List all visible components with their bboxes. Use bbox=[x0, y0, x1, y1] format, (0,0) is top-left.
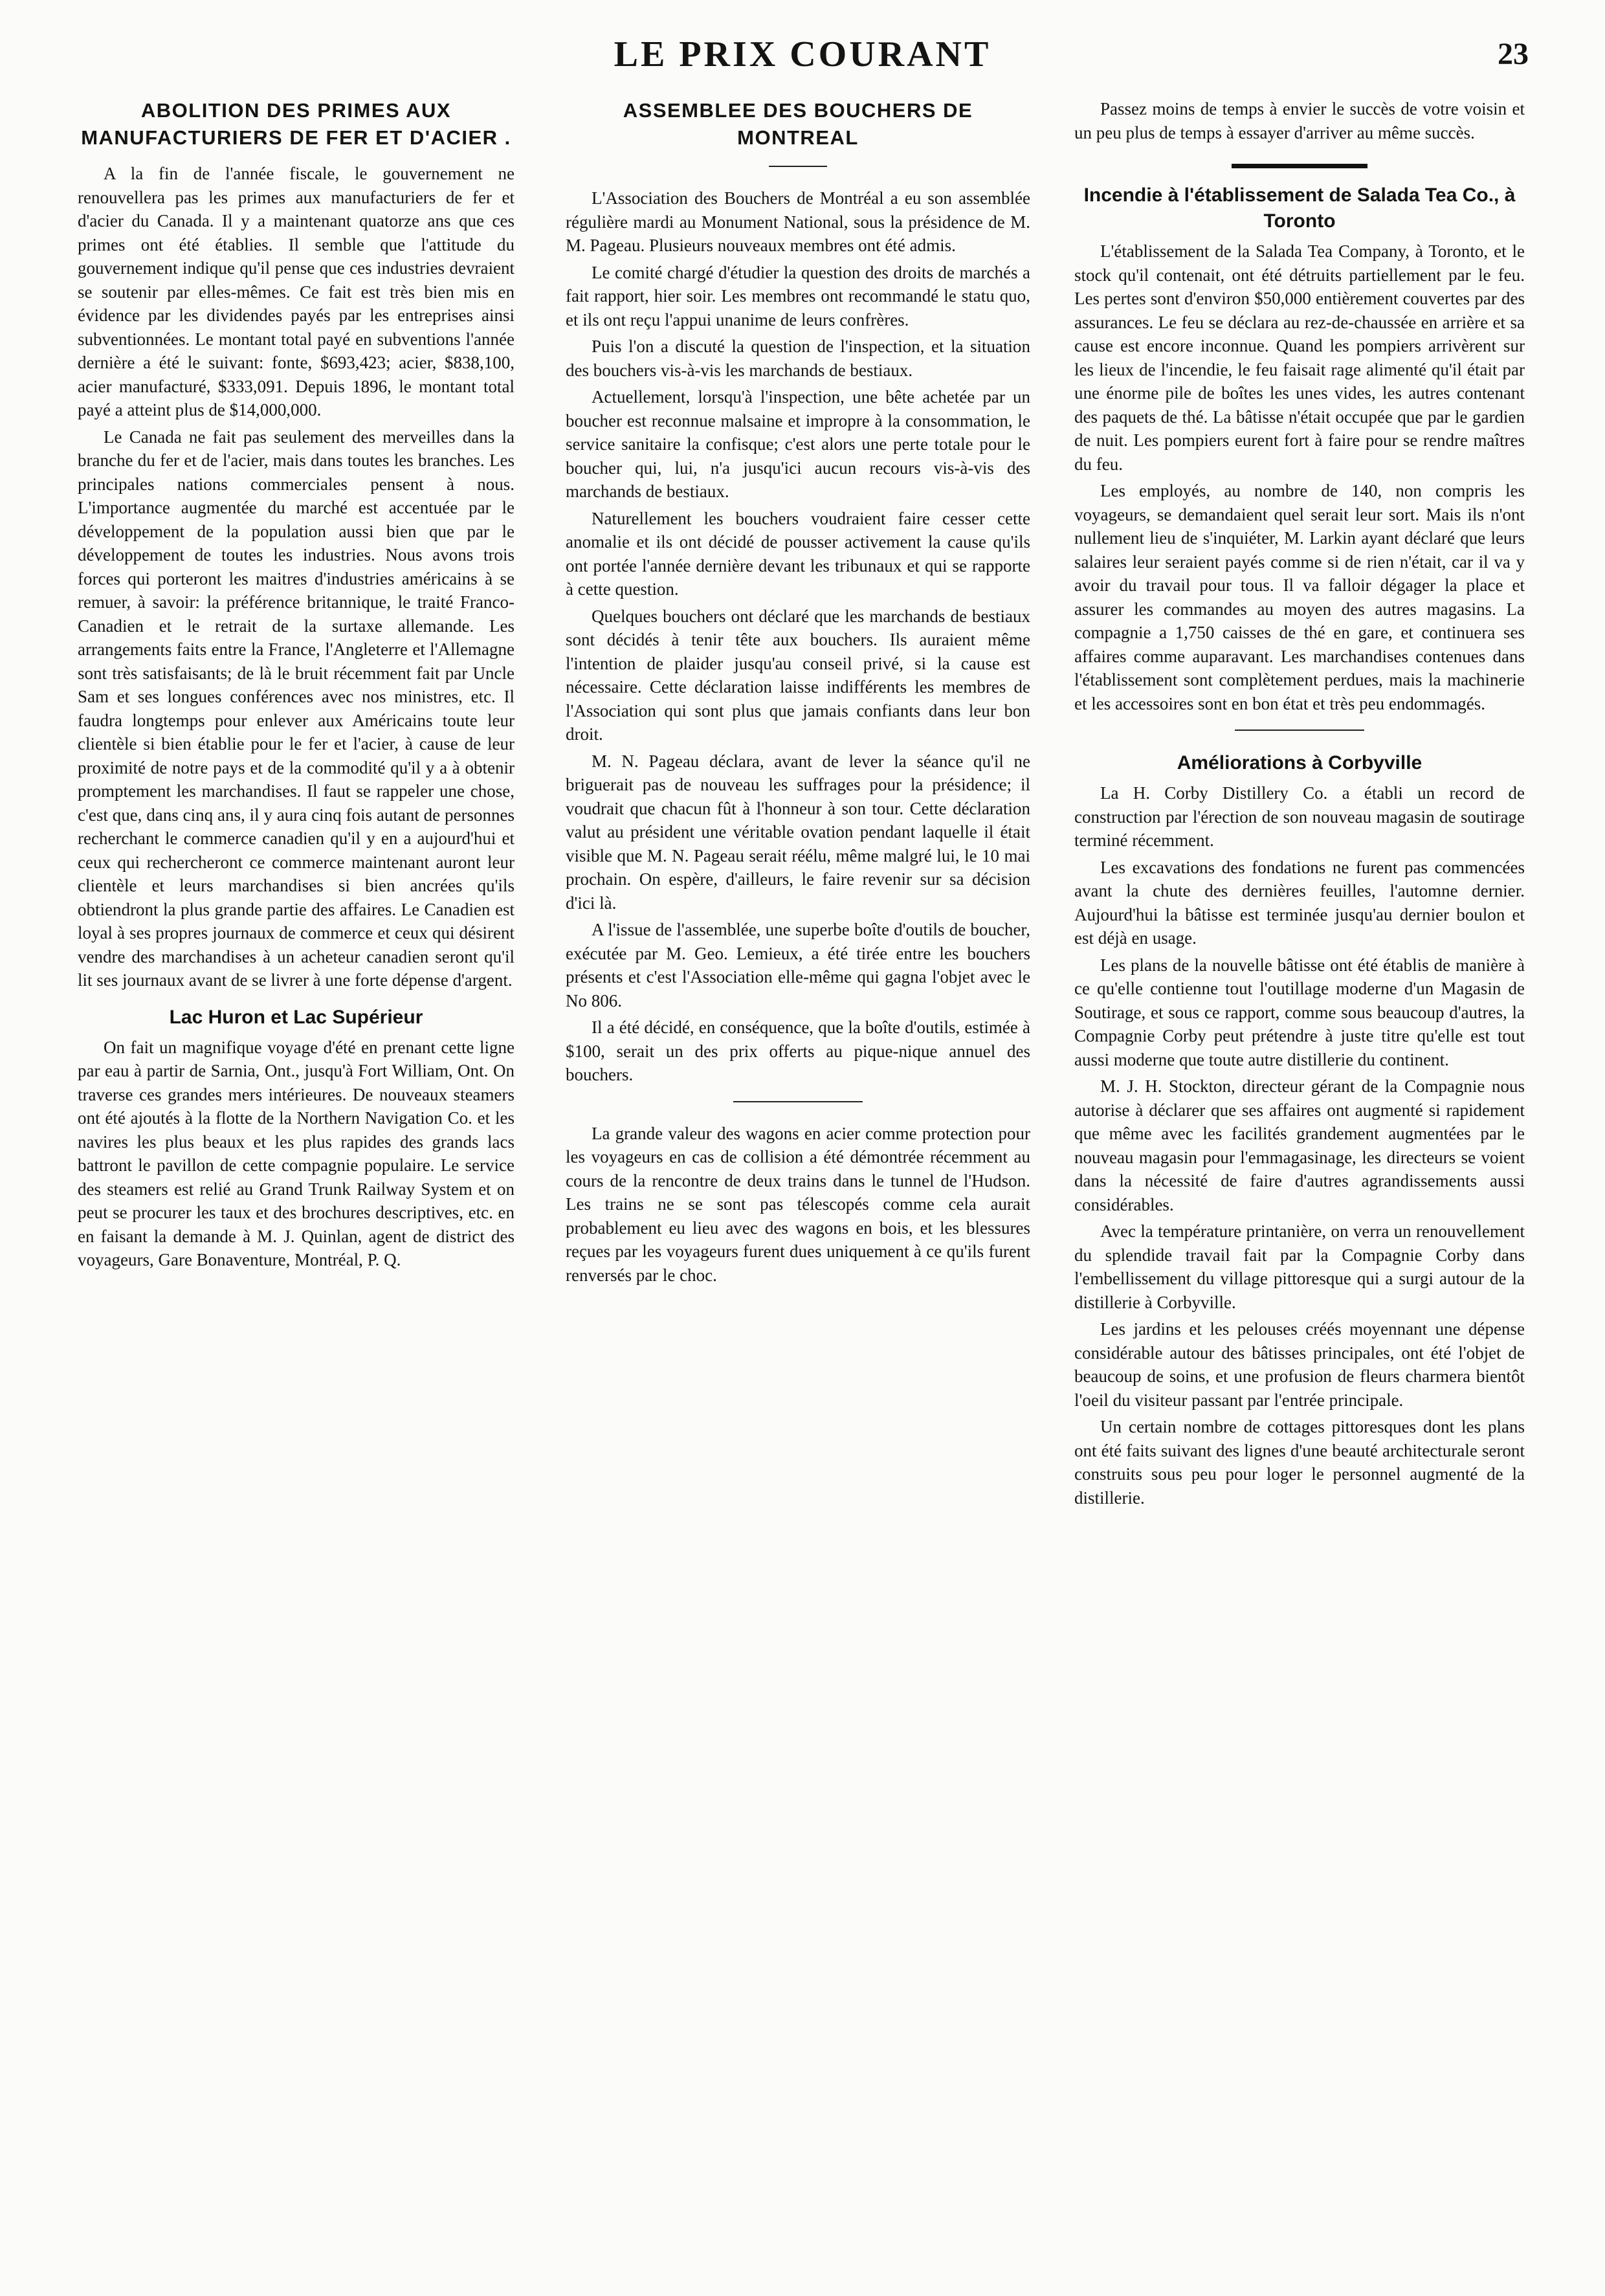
article-paragraph: L'établissement de la Salada Tea Company, à Toronto, et le stock qu'il contenait, ont été détruits partiellement par le feu. Les pertes sont d'environ $50,000 entièrement couvertes par des assurances. Le feu se déclara au rez-de-chaussée en arrière et sa cause est encore inconnue. Quand les pompiers arrivèrent sur les lieux de l'incendie, le feu faisait rage alimenté qu'il était par une énorme pile de boîtes les unes vides, les autres contenant des paquets de thé. La bâtisse n'était occupée que par le gardien de nuit. Les pompiers eurent fort à faire pour se rendre maîtres du feu. bbox=[1074, 241, 1525, 474]
section-divider bbox=[1235, 730, 1364, 731]
article-paragraph: M. N. Pageau déclara, avant de lever la séance qu'il ne briguerait pas de nouveau les suffrages pour la présidence; il voudrait que chacun fût à l'honneur à son tour. Cette déclaration valut au président une véritable ovation pendant laquelle il était visible que M. N. Pageau serait réélu, même malgré lui, le 10 mai prochain. On espère, d'ailleurs, le faire revenir sur sa décision d'ici là. bbox=[566, 751, 1030, 913]
article-paragraph: L'Association des Bouchers de Montréal a eu son assemblée régulière mardi au Monument National, sous la présidence de M. M. Pageau. Plusieurs nouveaux membres ont été admis. bbox=[566, 188, 1030, 255]
article-paragraph: Passez moins de temps à envier le succès de votre voisin et un peu plus de temps à essayer d'arriver au même succès. bbox=[1074, 99, 1525, 142]
article-paragraph: Les jardins et les pelouses créés moyennant une dépense considérable autour des bâtisses principales, ont été l'objet de beaucoup de soins, et une profusion de fleurs charmera bientôt l'oeil du visiteur passant par l'entrée principale. bbox=[1074, 1319, 1525, 1410]
article-paragraph: Les plans de la nouvelle bâtisse ont été établis de manière à ce qu'elle contienne tout l'outillage moderne d'un Magasin de Soutirage, et sous ce rapport, comme sous beaucoup d'autres, la Compagnie Corby peut prétendre à juste titre qu'elle est tout aussi moderne que toute autre distillerie du continent. bbox=[1074, 955, 1525, 1069]
article-heading: Améliorations à Corbyville bbox=[1177, 752, 1422, 774]
article-paragraph: Quelques bouchers ont déclaré que les marchands de bestiaux sont décidés à tenir tête aux bouchers. Ils auraient même l'intention de plaider jusqu'au conseil privé, si la cause est nécessaire. Cette déclaration laisse indifférents les membres de l'Association qui sont plus que jamais confiants dans leur bon droit. bbox=[566, 606, 1030, 744]
page-title: LE PRIX COURANT bbox=[614, 34, 991, 74]
article-heading: Lac Huron et Lac Supérieur bbox=[169, 1006, 423, 1028]
section-divider bbox=[733, 1101, 863, 1102]
page-number: 23 bbox=[1498, 37, 1529, 71]
article-paragraph: Il a été décidé, en conséquence, que la boîte d'outils, estimée à $100, serait un des prix offerts au pique-nique annuel des bouchers. bbox=[566, 1018, 1030, 1084]
article-paragraph: Les employés, au nombre de 140, non compris les voyageurs, se demandaient quel serait leur sort. Mais ils n'ont nullement lieu de s'inquiéter, M. Larkin ayant déclaré que leurs salaires leur seraient payés comme si de rien n'était, car il va y avoir du travail pour tous. Il va falloir dégager la place et assurer les commandes au moyen des autres magasins. La compagnie a 1,750 caisses de thé en gare, et continuera ses affaires comme auparavant. Les marchandises contenues dans l'établissement sont complètement perdues, mais la machinerie et les accessoires sont en bon état et très peu endommagés. bbox=[1074, 481, 1525, 713]
article-paragraph: On fait un magnifique voyage d'été en prenant cette ligne par eau à partir de Sarnia, Ont., jusqu'à Fort William, Ont. On traverse ces grandes mers intérieures. De nouveaux steamers ont été ajoutés à la flotte de la Northern Navigation Co. et les navires les plus beaux et les plus rapides des grands lacs battront le pavillon de cette compagnie populaire. Le service des steamers est relié au Grand Trunk Railway System et on peut se procurer les taux et des brochures descriptives, etc. en en faisant la demande à M. J. Quinlan, agent de district des voyageurs, Gare Bonaventure, Montréal, P. Q. bbox=[78, 1037, 515, 1269]
article-paragraph: A la fin de l'année fiscale, le gouvernement ne renouvellera pas les primes aux manufacturiers de fer et d'acier du Canada. Il y a maintenant quatorze ans que ces primes ont été établies. Il semble que l'attitude du gouvernement indique qu'il pense que ces industries devraient se soutenir par elles-mêmes. Ce fait est très bien mis en évidence par les dividendes payés par les entreprises ainsi subventionnées. Le montant total payé en subventions l'année dernière a été le suivant: fonte, $693,423; acier, $838,100, acier manufacturé, $333,091. Depuis 1896, le montant total payé a atteint plus de $14,000,000. bbox=[78, 164, 515, 419]
article-paragraph: La grande valeur des wagons en acier comme protection pour les voyageurs en cas de collision a été démontrée récemment au cours de la rencontre de deux trains dans le tunnel de l'Hudson. Les trains ne se sont pas télescopés comme cela aurait probablement eu lieu avec des wagons en bois, et les blessures reçues par les voyageurs furent dues uniquement à ce qu'ils furent renversés par le choc. bbox=[566, 1123, 1030, 1285]
section-divider bbox=[1232, 164, 1367, 168]
article-heading: ABOLITION DES PRIMES AUX MANUFACTURIERS DE FER ET D'ACIER . bbox=[81, 99, 511, 149]
article-heading: Incendie à l'établissement de Salada Tea Co., à Toronto bbox=[1083, 184, 1516, 232]
masthead bbox=[0, 34, 1605, 92]
article-paragraph: Naturellement les bouchers voudraient faire cesser cette anomalie et ils ont décidé de pousser activement la cause qu'ils ont portée l'année dernière devant les tribunaux et qui se rapporte à cette question. bbox=[566, 508, 1030, 599]
article-paragraph: Le Canada ne fait pas seulement des merveilles dans la branche du fer et de l'acier, mais dans toutes les branches. Les principales nations commerciales pensent à nous. L'importance augmentée du marché est accentuée par le développement de la population aussi bien que par le développement de toutes les industries. Nous avons trois forces qui porteront les maitres d'industries américains à se remuer, à savoir: la préférence britannique, le traité Franco-Canadien et le retrait de la surtaxe allemande. Les arrangements faits entre la France, l'Angleterre et l'Allemagne sont très satisfaisants; de là le bruit récemment fait par Uncle Sam et ses longues conférences avec nos ministres, etc. Il faudra longtemps pour enlever aux Américains toute leur clientèle si bien établie pour le fer et l'acier, à cause de leur proximité de notre pays et de la commodité qu'il y a à obtenir promptement les marchandises. Il faut se rappeler une chose, c'est que, dans cinq ans, il y aura cinq fois autant de personnes recherchant le commerce canadien qu'il y en a aujourd'hui et ceux qui rechercheront ce commerce maintenant auront leur clientèle et leurs marchandises si bien ancrées qu'ils obtiendront la plus grande partie des affaires. Le Canadien est loyal à ses propres journaux de commerce et ceux qui désirent vendre des marchandises à un acheteur canadien seront qu'il lit ses journaux avant de se livrer à une forte dépense d'argent. bbox=[78, 427, 515, 990]
article-paragraph: Un certain nombre de cottages pittoresques dont les plans ont été faits suivant des lignes d'une beauté architecturale seront construits sous peu pour loger le personnel augmenté de la distillerie. bbox=[1074, 1417, 1525, 1508]
article-paragraph: Actuellement, lorsqu'à l'inspection, une bête achetée par un boucher est reconnue malsaine et impropre à la consommation, le service sanitaire la confisque; c'est alors une perte totale pour le boucher qui, lui, n'a jusqu'ici aucun recours vis-à-vis des marchands de bestiaux. bbox=[566, 387, 1030, 501]
article-paragraph: A l'issue de l'assemblée, une superbe boîte d'outils de boucher, exécutée par M. Geo. Lemieux, a été tirée entre les bouchers présents et c'est l'Association elle-même qui gagna l'objet avec le No 806. bbox=[566, 920, 1030, 1010]
spacer bbox=[78, 996, 515, 1005]
column-3 bbox=[1074, 97, 1525, 1513]
article-paragraph: Avec la température printanière, on verra un renouvellement du splendide travail fait par la Compagnie Corby dans l'embellissement du village pittoresque qui a surgi autour de la distillerie à Corbyville. bbox=[1074, 1221, 1525, 1312]
article-paragraph: M. J. H. Stockton, directeur gérant de la Compagnie nous autorise à déclarer que ses affaires ont augmenté si rapidement que même avec les facilités grandement augmentées par le nouveau magasin pour l'emmagasinage, les directeurs se voient dans la nécessité de faire d'autres agrandissements aussi considérables. bbox=[1074, 1076, 1525, 1214]
article-paragraph: Les excavations des fondations ne furent pas commencées avant la chute des dernières feuilles, l'automne dernier. Aujourd'hui la bâtisse est terminée jusqu'au dernier boulon et est déjà en usage. bbox=[1074, 857, 1525, 948]
column-1 bbox=[78, 97, 515, 1275]
article-heading: ASSEMBLEE DES BOUCHERS DE MONTREAL bbox=[623, 99, 973, 149]
section-divider bbox=[769, 166, 827, 167]
column-2 bbox=[566, 97, 1030, 1290]
article-paragraph: Le comité chargé d'étudier la question des droits de marchés a fait rapport, hier soir. Les membres ont recommandé le statu quo, et ils ont reçu l'appui unanime de leurs confrères. bbox=[566, 262, 1030, 329]
article-paragraph: Puis l'on a discuté la question de l'inspection, et la situation des bouchers vis-à-vis les marchands de bestiaux. bbox=[566, 337, 1030, 380]
article-paragraph: La H. Corby Distillery Co. a établi un record de construction par l'érection de son nouveau magasin de soutirage terminé récemment. bbox=[1074, 783, 1525, 850]
